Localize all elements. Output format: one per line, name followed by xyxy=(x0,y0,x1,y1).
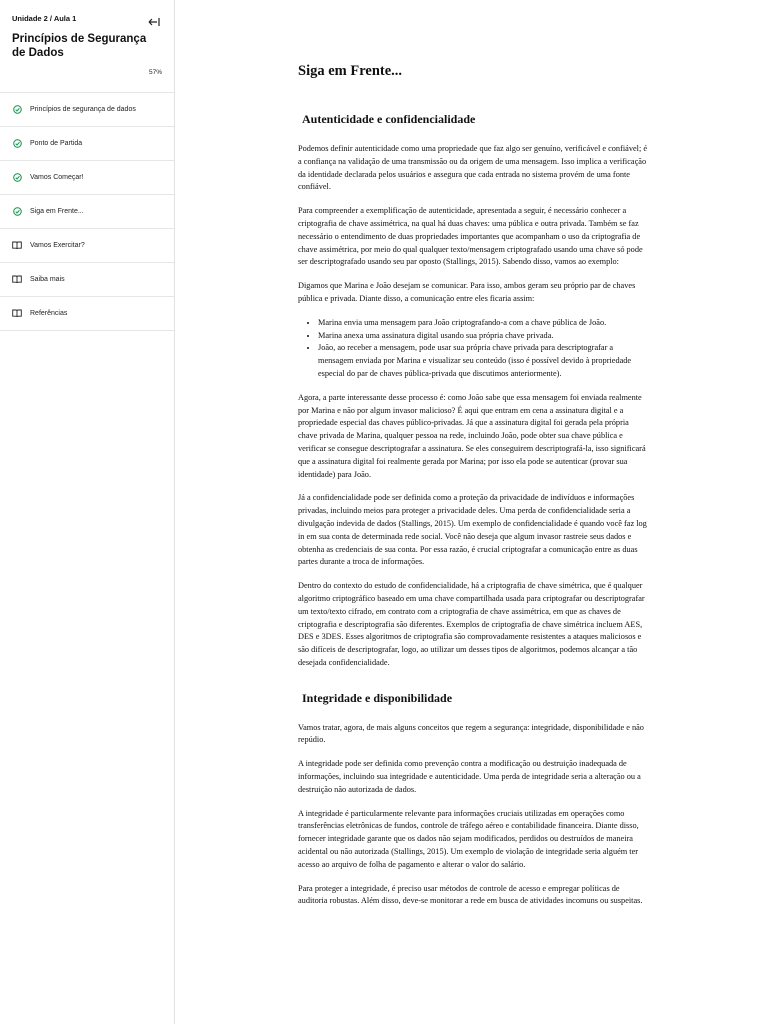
paragraph: Para compreender a exemplificação de autenticidade, apresentada a seguir, é necessário conhecer a criptografia de chave assimétrica, na qual há duas chaves: uma pública e outra privada. Também se faz necessário o entendimento de duas propriedades importantes que acompanham o uso da criptografia de chave assimétrica, por meio do qual qualquer texto/mensagem criptografado usando uma chave só pode ser descriptografado usando seu par oposto (Stallings, 2015). Sabendo disso, vamos ao exemplo: xyxy=(298,206,643,267)
paragraph: Para proteger a integridade, é preciso usar métodos de controle de acesso e empregar políticas de auditoria robustas. Além disso, deve-se monitorar a rede em busca de atividades incomuns ou suspeitas. xyxy=(298,883,643,906)
sidebar-item-ponto-de-partida[interactable] xyxy=(0,127,174,161)
page-title: Siga em Frente... xyxy=(298,63,403,79)
check-circle-icon xyxy=(12,105,22,115)
paragraph: Podemos definir autenticidade como uma propriedade que faz algo ser genuíno, verificável e confiável; é a confiança na validação de uma transmissão ou da origem de uma mensagem. Isso implica a verificação da identidade declarada pelos usuários e assegura que cada entrada no sistema provém de uma fonte confiável. xyxy=(298,144,648,192)
sidebar-item-label: Ponto de Partida xyxy=(30,140,83,147)
sidebar-item-siga-em-frente[interactable] xyxy=(0,195,174,229)
sidebar-item-label: Referências xyxy=(30,310,68,317)
check-circle-icon xyxy=(12,139,22,149)
course-title: Princípios de Segurança de Dados xyxy=(12,33,147,59)
sidebar-item-label: Saiba mais xyxy=(30,276,65,283)
sidebar-item-vamos-exercitar[interactable] xyxy=(0,229,174,263)
list-item: • Marina anexa uma assinatura digital usando sua própria chave privada. xyxy=(318,330,648,343)
sidebar-header xyxy=(0,0,174,93)
list-item: • Marina envia uma mensagem para João criptografando-a com a chave pública de João. xyxy=(318,317,648,330)
book-icon xyxy=(12,309,22,319)
sidebar-item-saiba-mais[interactable] xyxy=(0,263,174,297)
sidebar-item-label: Vamos Exercitar? xyxy=(30,242,85,249)
sidebar-item-label: Vamos Começar! xyxy=(30,174,84,181)
sidebar-item-label: Siga em Frente... xyxy=(30,208,84,215)
course-sidebar xyxy=(0,0,175,1024)
paragraph: Já a confidencialidade pode ser definida como a proteção da privacidade de indivíduos e informações privadas, incluindo meios para proteger a privacidade deles. Uma perda de confidencialidade seria a divulgação indevida de dados (Stallings, 2015). Um exemplo de confidencialidade é quando você faz log in em sua conta de determinada rede social. Você não deseja que algum invasor rastreie seus dados e obtenha as credenciais de sua conta. Por essa razão, é crucial criptografar a comunicação entre as duas partes durante a troca de informações. xyxy=(298,493,647,567)
sidebar-item-label: Princípios de segurança de dados xyxy=(30,106,136,113)
breadcrumb[interactable]: Unidade 2 / Aula 1 xyxy=(12,14,77,23)
paragraph: Agora, a parte interessante desse processo é: como João sabe que essa mensagem foi enviada realmente por Marina e não por algum invasor malicioso? É aqui que entram em cena a assinatura digital e a propriedade especial das chaves público-privadas. Já que a assinatura digital foi gerada pela própria chave privada de Marina, qualquer pessoa na rede, incluindo João, pode obter sua chave pública e verificar se consegue descriptografar a assinatura. Se eles conseguirem descriptografá-la, isso significará que a assinatura digital foi realmente gerada por Marina; por isso ela pode se autenticar (provar sua identidade) para João. xyxy=(298,392,646,479)
check-circle-icon xyxy=(12,207,22,217)
paragraph: Vamos tratar, agora, de mais alguns conceitos que regem a segurança: integridade, disponibilidade e não repúdio. xyxy=(298,722,644,745)
check-circle-icon xyxy=(12,173,22,183)
bullet-list xyxy=(298,317,648,381)
paragraph: Digamos que Marina e João desejam se comunicar. Para isso, ambos geram seu próprio par de chaves pública e privada. Diante disso, a comunicação entre eles ficaria assim: xyxy=(298,281,636,303)
sidebar-item-referencias[interactable] xyxy=(0,297,174,331)
paragraph: A integridade pode ser definida como prevenção contra a modificação ou destruição inadequada de informações, incluindo sua integridade e autenticidade. Uma perda de integridade seria a alteração ou a destruição não autorizada de dados. xyxy=(298,759,641,794)
section-heading: Autenticidade e confidencialidade xyxy=(302,112,476,126)
collapse-sidebar-icon[interactable] xyxy=(148,17,160,30)
list-item: • João, ao receber a mensagem, pode usar sua própria chave privada para descriptografar a mensagem enviada por Marina e visualizar seu conteúdo (isso é possível devido à propriedade especial do par de chaves pública-privada que discutimos anteriormente). xyxy=(318,342,648,380)
lesson-body xyxy=(298,112,648,919)
section-heading: Integridade e disponibilidade xyxy=(302,690,453,705)
paragraph: A integridade é particularmente relevante para informações cruciais utilizadas em operações como transferências eletrônicas de fundos, controle de tráfego aéreo e contabilidade financeira. Diante disso, fornecer integridade garante que os dados não sejam modificados, perdidos ou destruídos de maneira acidental ou não autorizada (Stallings, 2015). Um exemplo de violação de integridade seria alguém ter acesso ao arquivo de folha de pagamento e alterar o valor do salário. xyxy=(298,808,639,869)
book-icon xyxy=(12,241,22,251)
sidebar-item-principios[interactable] xyxy=(0,93,174,127)
progress-percent: 57% xyxy=(148,69,162,76)
book-icon xyxy=(12,275,22,285)
paragraph: Dentro do contexto do estudo de confidencialidade, há a criptografia de chave simétrica, que é qualquer algoritmo criptográfico baseado em uma chave compartilhada usada para criptografar ou descriptografar um texto/texto cifrado, em contrato com a criptografia de chave assimétrica, em que as chaves de criptografia e descriptografia são diferentes. Exemplos de criptografia de chave simétrica incluem AES, DES e 3DES. Esses algoritmos de criptografia são comprovadamente resistentes a ataques maliciosos e são difíceis de descriptografar, logo, ao utilizar um desses tipos de algoritmos, podemos alcançar a tão desejada confidencialidade. xyxy=(298,581,645,667)
sidebar-item-vamos-comecar[interactable] xyxy=(0,161,174,195)
